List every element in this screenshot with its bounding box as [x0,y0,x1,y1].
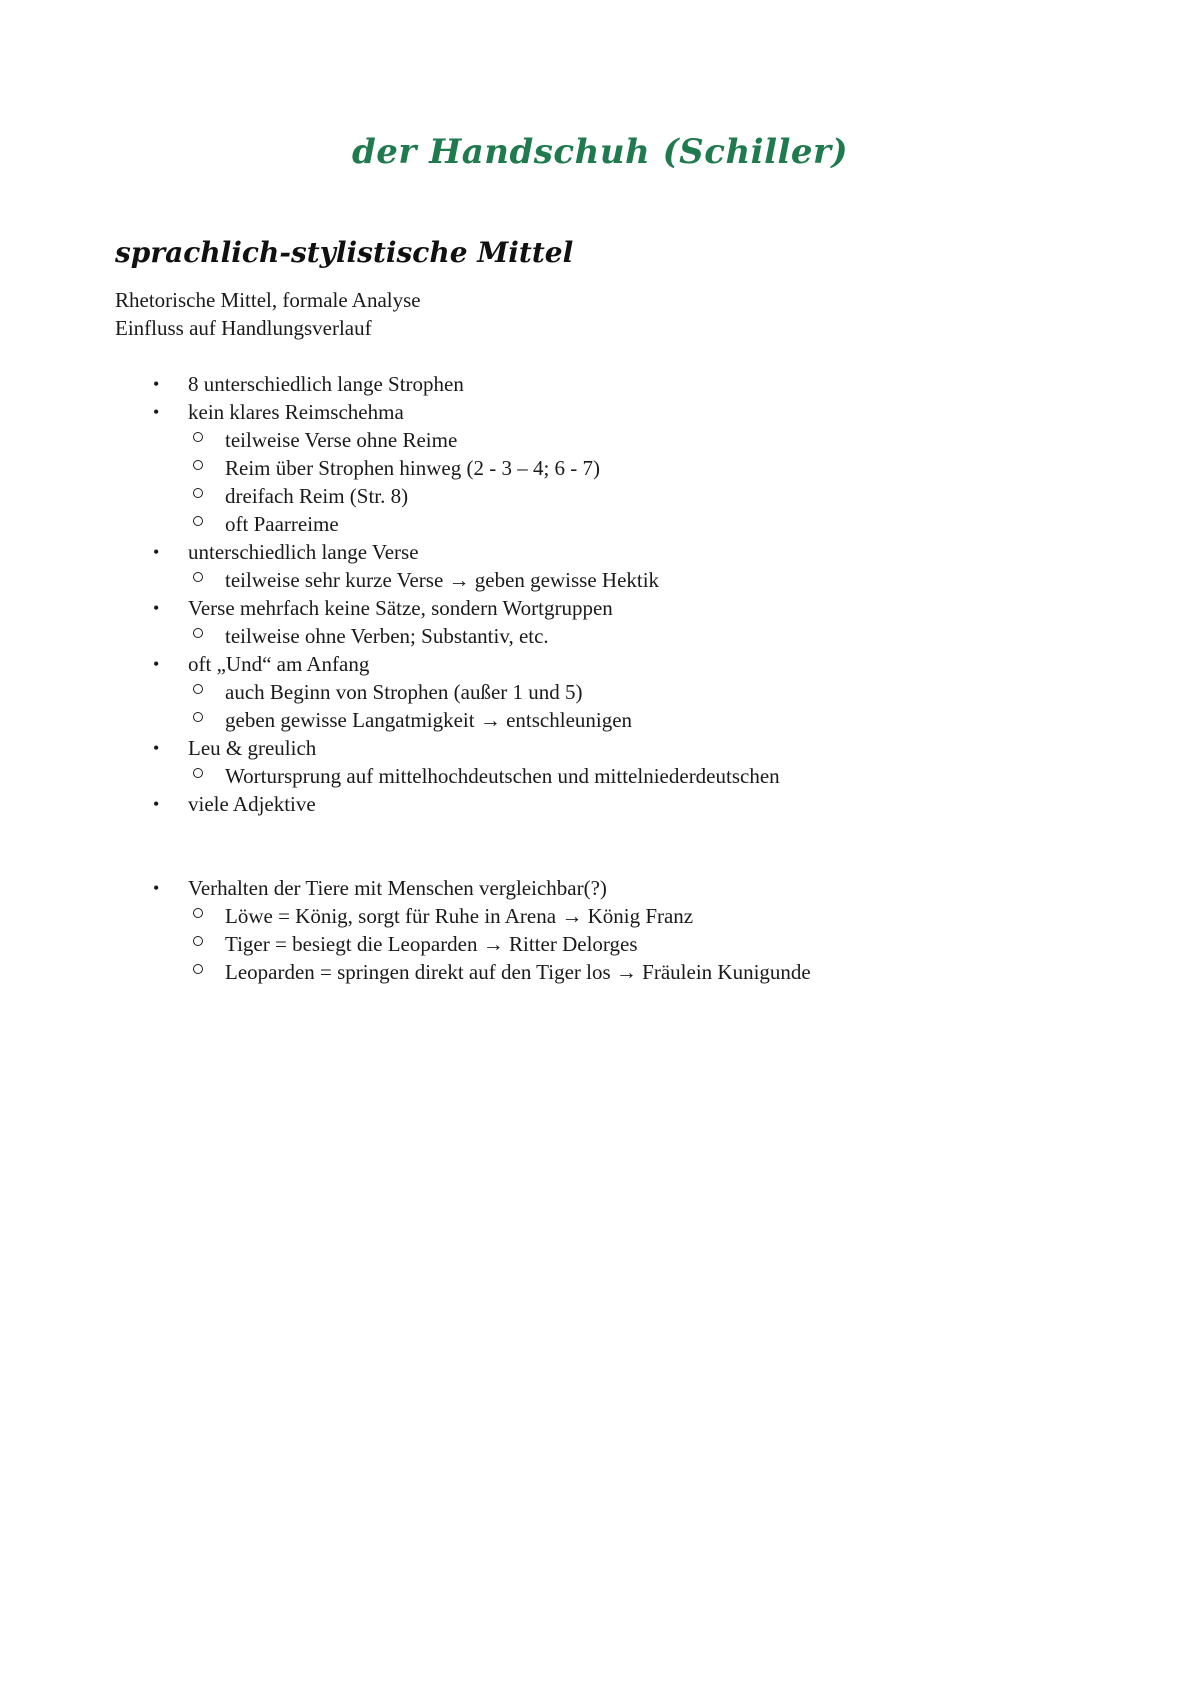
sub-list-item [115,678,811,706]
list-item-text: 8 unterschiedlich lange Strophen [188,372,464,396]
circle-bullet-icon [193,964,203,974]
circle-bullet-icon [193,488,203,498]
circle-bullet-icon [193,908,203,918]
sub-list-item [115,454,811,482]
list-item [115,398,811,426]
sub-list-item [115,426,811,454]
list-item [115,790,811,818]
list-item [115,734,811,762]
bullet-icon: • [153,738,160,758]
intro-line: Rhetorische Mittel, formale Analyse [115,288,421,312]
bullet-icon: • [153,374,160,394]
circle-bullet-icon [193,768,203,778]
sub-list-item-text: Reim über Strophen hinweg (2 - 3 – 4; 6 - 7) [225,456,601,480]
circle-bullet-icon [193,460,203,470]
sub-list-item-text: Löwe = König, sorgt für Ruhe in Arena → König Franz [225,904,694,928]
circle-bullet-icon [193,432,203,442]
spacer [115,846,811,874]
list-item-text: oft „Und“ am Anfang [188,652,370,676]
list-item-text: unterschiedlich lange Verse [188,540,419,564]
intro-text [115,286,421,342]
sub-list-item-text: dreifach Reim (Str. 8) [225,484,409,508]
sub-list-item [115,958,811,986]
bullet-icon: • [153,402,160,422]
bullet-icon: • [153,794,160,814]
list-item-text: kein klares Reimschehma [188,400,404,424]
bullet-icon: • [153,542,160,562]
list-item [115,370,811,398]
circle-bullet-icon [193,628,203,638]
list-item-text: Leu & greulich [188,736,317,760]
list-item-text: Verse mehrfach keine Sätze, sondern Wortgruppen [188,596,613,620]
sub-list-item-text: auch Beginn von Strophen (außer 1 und 5) [225,680,583,704]
sub-list-item-text: geben gewisse Langatmigkeit → entschleunigen [225,708,633,732]
sub-list-item [115,566,811,594]
sub-list-item [115,706,811,734]
document-title: der Handschuh (Schiller) [351,132,849,172]
circle-bullet-icon [193,936,203,946]
list-item-text: Verhalten der Tiere mit Menschen vergleichbar(?) [188,876,607,900]
sub-list-item [115,930,811,958]
circle-bullet-icon [193,572,203,582]
section-heading: sprachlich-stylistische Mittel [115,236,574,269]
list-item [115,650,811,678]
circle-bullet-icon [193,516,203,526]
sub-list-item [115,482,811,510]
list-item [115,538,811,566]
bullet-icon: • [153,654,160,674]
bullet-icon: • [153,598,160,618]
sub-list-item [115,510,811,538]
sub-list-item-text: Wortursprung auf mittelhochdeutschen und mittelniederdeutschen [225,764,780,788]
list-item [115,874,811,902]
spacer [115,818,811,846]
bullet-list [115,370,811,986]
bullet-icon: • [153,878,160,898]
circle-bullet-icon [193,712,203,722]
list-item [115,594,811,622]
sub-list-item-text: teilweise sehr kurze Verse → geben gewisse Hektik [225,568,660,592]
intro-line: Einfluss auf Handlungsverlauf [115,316,372,340]
sub-list-item-text: oft Paarreime [225,512,339,536]
sub-list-item [115,762,811,790]
circle-bullet-icon [193,684,203,694]
sub-list-item-text: Leoparden = springen direkt auf den Tiger los → Fräulein Kunigunde [225,960,811,984]
sub-list-item [115,902,811,930]
sub-list-item-text: teilweise Verse ohne Reime [225,428,458,452]
sub-list-item [115,622,811,650]
list-item-text: viele Adjektive [188,792,316,816]
sub-list-item-text: teilweise ohne Verben; Substantiv, etc. [225,624,549,648]
sub-list-item-text: Tiger = besiegt die Leoparden → Ritter Delorges [225,932,638,956]
